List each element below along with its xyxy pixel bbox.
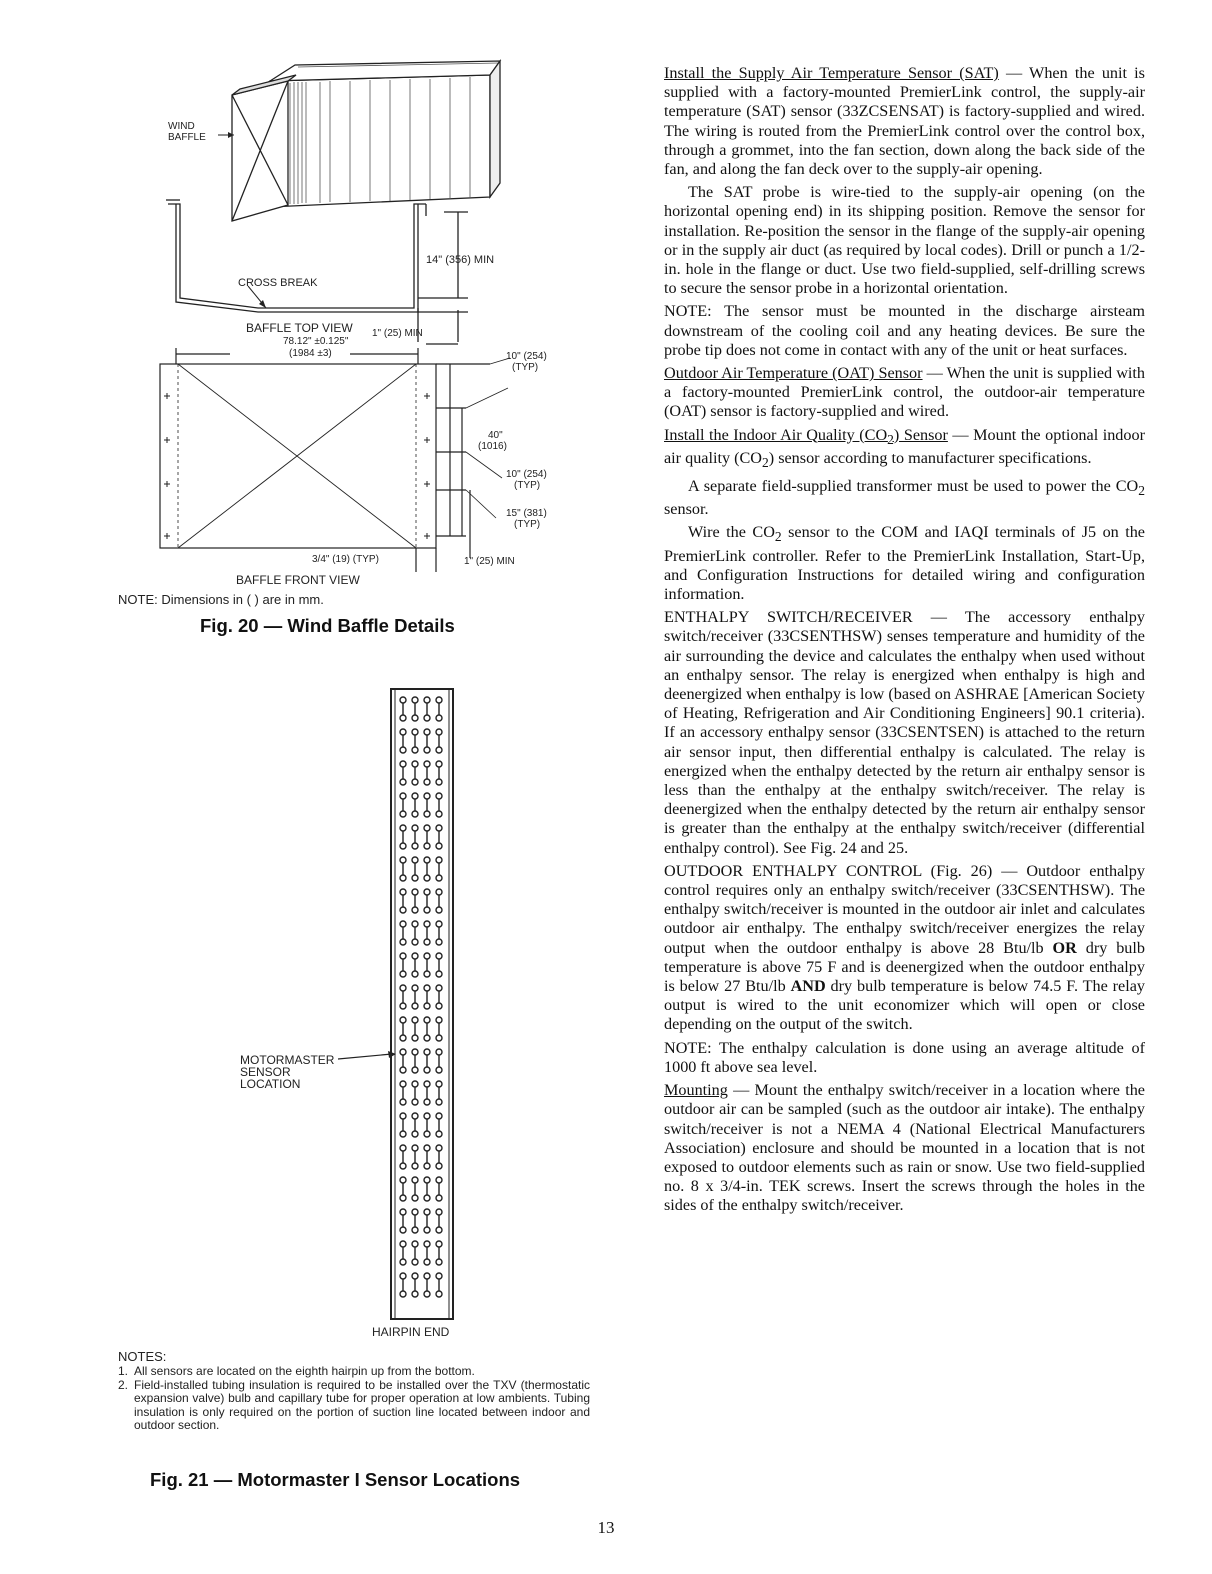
- oat-heading: Outdoor Air Temperature (OAT) Sensor: [664, 364, 923, 383]
- iaq-heading: Install the Indoor Air Quality $(CO_2)$ Sensor: [664, 425, 948, 447]
- enthalpy-switch-paragraph: ENTHALPY SWITCH/RECEIVER — The accessory enthalpy switch/receiver (33CSENTHSW) senses temperature and humidity of the air surrounding the device and calculates the enthalpy when used without an enthalpy sensor. The relay is energized when enthalpy is high and deenergized when enthalpy is low (based on ASHRAE [American Society of Heating, Refrigeration and Air Conditioning Engineers] 90.1 criteria). If an accessory enthalpy sensor (33CSENTSEN) is attached to the return air sensor input, then differential enthalpy is calculated. The relay is energized when the enthalpy detected by the return air enthalpy sensor is less than the enthalpy at the enthalpy switch/receiver. The relay is deenergized when the enthalpy detected by the return air enthalpy sensor is greater than the enthalpy at the enthalpy switch/receiver (differential enthalpy control). See Fig. 24 and 25.: [664, 608, 1145, 857]
- mounting-paragraph: Mounting — Mount the enthalpy switch/receiver in a location where the outdoor air can be sampled (such as the outdoor air intake). The enthalpy switch/receiver is not a NEMA 4 (National Electrical Manufacturers Association) enclosure and should be mounted in a location that is not exposed to outdoor elements such as rain or snow. Use two field-supplied no. 8 x 3/4-in. TEK screws. Insert the screws through the holes in the sides of the enthalpy switch/receiver.: [664, 1081, 1145, 1215]
- sat-probe-paragraph: The SAT probe is wire-tied to the supply-air opening (on the horizontal opening end) in its shipping position. Remove the sensor for installation. Re-position the sensor in the flange of the supply-air opening or in the supply air duct (as required by local codes). Drill or punch a 1/2-in. hole in the flange or duct. Use two field-supplied, self-drilling screws to secure the sensor probe in a horizontal orientation.: [664, 183, 1145, 298]
- baffle-width-mm: (1984 ±3): [289, 348, 332, 359]
- dimension-10in-typ-mid: 10" (254): [506, 469, 547, 480]
- coil-hairpin-drawing: [390, 688, 454, 1320]
- enthalpy-calc-note: NOTE: The enthalpy calculation is done using an average altitude of 1000 ft above sea level.: [664, 1038, 1145, 1076]
- fig20-dimensions-note: NOTE: Dimensions in ( ) are in mm.: [118, 592, 324, 607]
- outdoor-enthalpy-paragraph: OUTDOOR ENTHALPY CONTROL (Fig. 26) — Outdoor enthalpy control requires only an enthalpy switch/receiver (33CSENTHSW). The enthalpy switch/receiver is mounted in the outdoor air inlet and calculates outdoor air enthalpy. The enthalpy switch/receiver energizes the relay output when the outdoor enthalpy is above 28 Btu/lb OR dry bulb temperature is above 75 F and is deenergized when the outdoor enthalpy is below 27 Btu/lb AND dry bulb temperature is below 74.5 F. The relay output is wired to the unit economizer which will open or close depending on the output of the switch.: [664, 861, 1145, 1034]
- fig21-note-1: 1. All sensors are located on the eighth hairpin up from the bottom.: [118, 1364, 475, 1378]
- baffle-width-inches: 78.12" ±0.125": [283, 336, 349, 347]
- edge-dimension-typ: 3/4" (19) (TYP): [312, 554, 379, 565]
- body-text-column: [664, 64, 1145, 1220]
- fig21-notes-title: NOTES:: [118, 1349, 167, 1364]
- dimension-10in-typ-mid-suffix: (TYP): [514, 480, 541, 491]
- wind-baffle-label-line2: BAFFLE: [168, 132, 206, 143]
- fig21-notes-list: [118, 1365, 590, 1433]
- baffle-top-view-title: BAFFLE TOP VIEW: [246, 321, 353, 335]
- dimension-40in: 40": [488, 430, 503, 441]
- bottom-min-dimension: 1" (25) MIN: [464, 556, 515, 567]
- top-view-min-dimension: 1" (25) MIN: [372, 328, 423, 339]
- baffle-front-view-title: BAFFLE FRONT VIEW: [236, 573, 360, 587]
- wiring-paragraph: Wire the $CO_2$ sensor to the COM and IAQI terminals of J5 on the PremierLink controller. Refer to the PremierLink Installation, Start-Up, and Configuration Instructions for detailed wiring and configuration information.: [664, 523, 1145, 604]
- motormaster-label-line1: MOTORMASTER: [240, 1053, 335, 1067]
- half-inch-fraction: 1/2: [1118, 240, 1140, 259]
- fig20-caption: Fig. 20 — Wind Baffle Details: [200, 615, 455, 636]
- cross-break-label: CROSS BREAK: [238, 277, 318, 289]
- page-number: 13: [597, 1518, 615, 1537]
- min-height-dimension: 14" (356) MIN: [426, 254, 495, 266]
- motormaster-label-line3: LOCATION: [240, 1077, 301, 1091]
- sat-note: NOTE: The sensor must be mounted in the discharge airsteam downstream of the cooling coil and any heating devices. Be sure the probe tip does not come in contact with any of the unit or heat surfaces.: [664, 302, 1145, 359]
- dimension-15in-typ: 15" (381): [506, 508, 547, 519]
- sensor-leader-arrow: [338, 1050, 398, 1064]
- mounting-heading: Mounting: [664, 1081, 728, 1100]
- hairpin-end-label: HAIRPIN END: [372, 1325, 450, 1339]
- three-quarter-fraction: 3/4: [720, 1177, 741, 1196]
- transformer-paragraph: A separate field-supplied transformer must be used to power the $CO_2$ sensor.: [664, 476, 1145, 518]
- sat-heading: Install the Supply Air Temperature Sensor (SAT): [664, 64, 999, 82]
- baffle-front-view-drawing: [150, 340, 570, 580]
- oat-paragraph: Outdoor Air Temperature (OAT) Sensor — When the unit is supplied with a factory-mounted PremierLink control, the outdoor-air temperature (OAT) sensor is factory-supplied and wired.: [664, 364, 1146, 421]
- dimension-10in-typ-top: 10" (254): [506, 351, 547, 362]
- sat-paragraph: Install the Supply Air Temperature Sensor (SAT) — When the unit is supplied with a factory-mounted PremierLink control, the supply-air temperature (SAT) sensor (33ZCSENSAT) is factory-supplied and wired. The wiring is routed from the PremierLink control over the control box, through a grommet, into the fan section, down along the back side of the fan, and along the fan deck over to the supply-air opening.: [664, 64, 1145, 179]
- dimension-10in-typ-top-suffix: (TYP): [512, 362, 539, 373]
- iaq-paragraph: Install the Indoor Air Quality $(CO_2)$ Sensor — Mount the optional indoor air quality $(CO_2)$ sensor according to manufacturer specifications.: [664, 425, 1145, 471]
- fig21-note-2: 2. Field-installed tubing insulation is required to be installed over the TXV (thermostatic expansion valve) bulb and capillary tube for proper operation at low ambients. Tubing insulation is only required on the portion of suction line located between indoor and outdoor section.: [118, 1377, 590, 1432]
- fig21-caption: Fig. 21 — Motormaster I Sensor Locations: [150, 1469, 521, 1490]
- dimension-40in-mm: (1016): [478, 441, 507, 452]
- wind-baffle-label-line1: WIND: [168, 121, 195, 132]
- dimension-15in-typ-suffix: (TYP): [514, 519, 541, 530]
- motormaster-label-line2: SENSOR: [240, 1065, 291, 1079]
